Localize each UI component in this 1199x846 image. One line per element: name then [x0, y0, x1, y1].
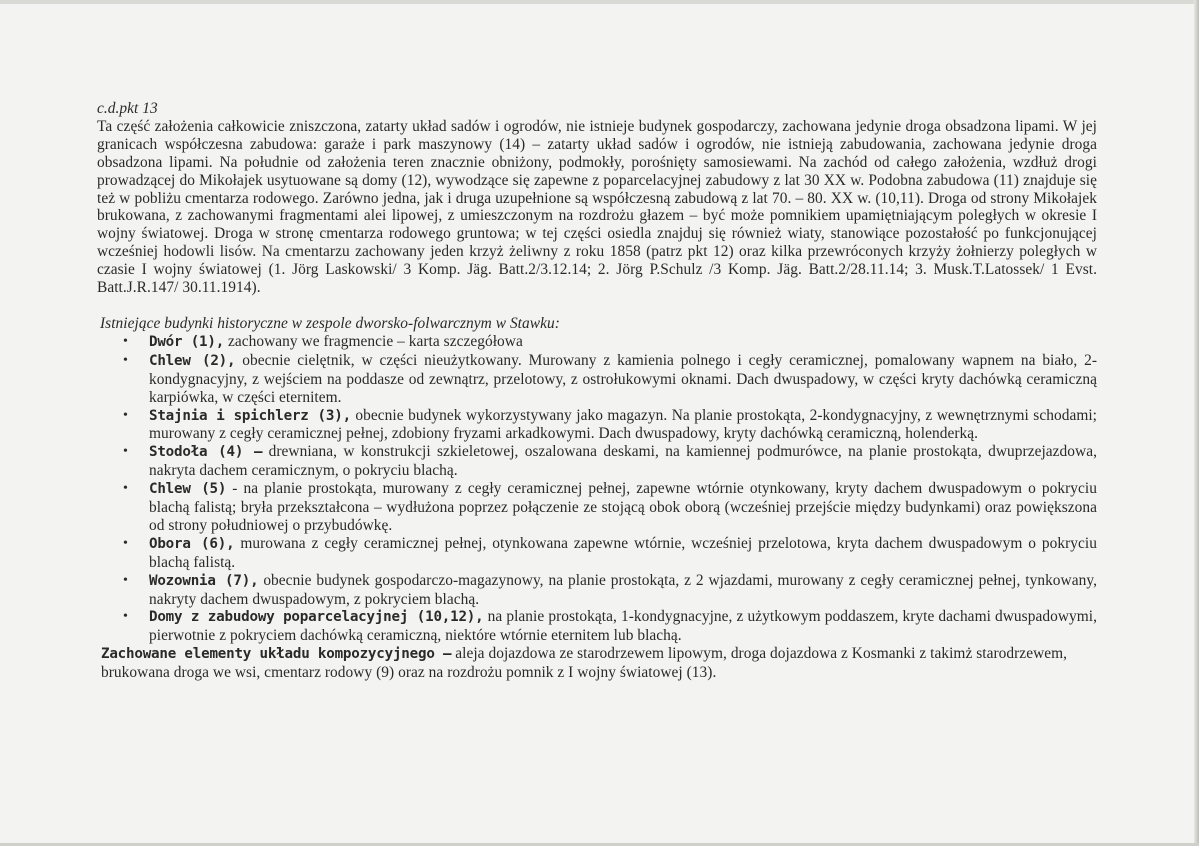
bullet-icon: • [123, 352, 128, 368]
building-description: obecnie cielętnik, w części nieużytkowany. Murowany z kamienia polnego i cegły ceramicznej, pomalowany wapnem na biało, 2-kondygnacyjny, z wejściem na poddasze od zewnątrz, przelotowy, z ostrołukowymi oknami. Dach dwuspadowy, w części kryty dachówką ceramiczną karpiówka, w części eternitem. [149, 351, 1097, 406]
list-item [123, 406, 1098, 444]
bullet-icon: • [123, 535, 128, 551]
list-item [123, 571, 1097, 609]
bullet-icon: • [123, 407, 128, 423]
list-item [123, 534, 1097, 572]
composition-summary [101, 645, 1097, 682]
scan-edge-top [0, 0, 1199, 4]
building-name: Obora (6), [149, 535, 235, 552]
building-name: Stodoła (4) – [149, 444, 263, 461]
building-name: Dwór (1), [149, 333, 225, 350]
list-item [123, 332, 1097, 352]
building-description: obecnie budynek wykorzystywany jako magazyn. Na planie prostokąta, 2-kondygnacyjny, z wewnętrznymi schodami; murowany z cegły ceramicznej pełnej, zdobiony fryzami arkadkowymi. Dach dwuspadowy, kryty dachówką ceramiczną, holenderką. [149, 406, 1098, 443]
buildings-list [97, 333, 1097, 645]
section-label: c.d.pkt 13 [97, 100, 158, 117]
list-item [123, 351, 1097, 407]
building-description: - na planie prostokąta, murowany z cegły ceramicznej pełnej, zapewne wtórnie otynkowany, kryty dachem dwuspadowym o pokryciu blachą falistą; bryła przekształcona – wydłużona poprzez połączenie ze stojącą obok oborą (wcześniej przejście między budynkami) oraz powiększona od strony południowej o przybudówkę. [149, 480, 1097, 534]
list-item [123, 480, 1097, 535]
building-description: zachowany we fragmencie – karta szczegółowa [227, 332, 523, 350]
bullet-icon: • [123, 444, 128, 460]
list-item [123, 608, 1097, 645]
list-item [123, 443, 1097, 480]
bullet-icon: • [123, 572, 128, 588]
building-name: Wozownia (7), [149, 572, 259, 589]
buildings-heading: Istniejące budynki historyczne w zespole dworsko-folwarcznym w Stawku: [100, 314, 560, 332]
scan-edge-right [1194, 0, 1199, 846]
bullet-icon: • [123, 333, 128, 349]
building-description: drewniana, w konstrukcji szkieletowej, oszalowana deskami, na kamiennej podmurówce, na planie prostokąta, dwuprzejazdowa, nakryta dachem ceramicznym, o pokryciu blachą. [149, 443, 1097, 480]
building-name: Domy z zabudowy poparcelacyjnej (10,12), [149, 609, 484, 626]
bullet-icon: • [123, 609, 128, 625]
document-page [97, 100, 1097, 682]
building-name: Stajnia i spichlerz (3), [149, 407, 351, 424]
summary-heading: Zachowane elementy układu kompozycyjnego – [101, 646, 452, 663]
summary-text: aleja dojazdowa ze starodrzewem lipowym, droga dojazdowa z Kosmanki z takimż starodrzewem, brukowana droga we wsi, cmentarz rodowy (9) oraz na rozdrożu pomnik z I wojny światowej (13). [101, 645, 1068, 682]
building-description: murowana z cegły ceramicznej pełnej, otynkowana zapewne wtórnie, wcześniej przelotowa, kryta dachem dwuspadowym o pokryciu blachą falistą. [149, 534, 1097, 571]
bullet-icon: • [123, 481, 128, 497]
building-description: obecnie budynek gospodarczo-magazynowy, na planie prostokąta, z 2 wjazdami, murowany z cegły ceramicznej pełnej, tynkowany, nakryty dachem dwuspadowym, z pokryciem blachą. [149, 571, 1097, 608]
building-description: na planie prostokąta, 1-kondygnacyjne, z użytkowym poddaszem, kryte dachami dwuspadowymi, pierwotnie z pokryciem dachówką ceramiczną, niektóre wtórnie eternitem lub blachą. [149, 608, 1097, 645]
building-name: Chlew (5) [149, 481, 227, 498]
building-name: Chlew (2), [149, 352, 236, 369]
section-paragraph: Ta część założenia całkowicie zniszczona, zatarty układ sadów i ogrodów, nie istnieje budynek gospodarczy, zachowana jedynie droga obsadzona lipami. W jej granicach współczesna zabudowa: garaże i park maszynowy (14) – zatarty układ sadów i ogrodów, nie istnieją zabudowania, zachowana jedynie droga obsadzona lipami. Na południe od założenia teren znacznie obniżony, podmokły, porośnięty samosiewami. Na zachód od całego założenia, wzdłuż drogi prowadzącej do Mikołajek usytuowane są domy (12), wywodzące się zapewne z poparcelacyjnej zabudowy z lat 30 XX w. Podobna zabudowa (11) znajduje się też w pobliżu cmentarza rodowego. Zarówno jedna, jak i druga uzupełnione są współczesną zabudową z lat 70. – 80. XX w. (10,11). Droga od strony Mikołajek brukowana, z zachowanymi fragmentami alei lipowej, z umieszczonym na rozdrożu głazem – być może pomnikiem upamiętniającym poległych w okresie I wojny światowej. Droga w stronę cmentarza rodowego gruntowa; w tej części osiedla znajduj się również wiaty, stanowiące pozostałość po funkcjonującej wcześniej hodowli lisów. Na cmentarzu zachowany jeden krzyż żeliwny z roku 1858 (patrz pkt 12) oraz kilka przewróconych krzyży żołnierzy poległych w czasie I wojny światowej (1. Jörg Laskowski/ 3 Komp. Jäg. Batt.2/3.12.14; 2. Jörg P.Schulz /3 Komp. Jäg. Batt.2/28.11.14; 3. Musk.T.Latossek/ 1 Evst. Batt.J.R.147/ 30.11.1914). [97, 117, 1097, 297]
